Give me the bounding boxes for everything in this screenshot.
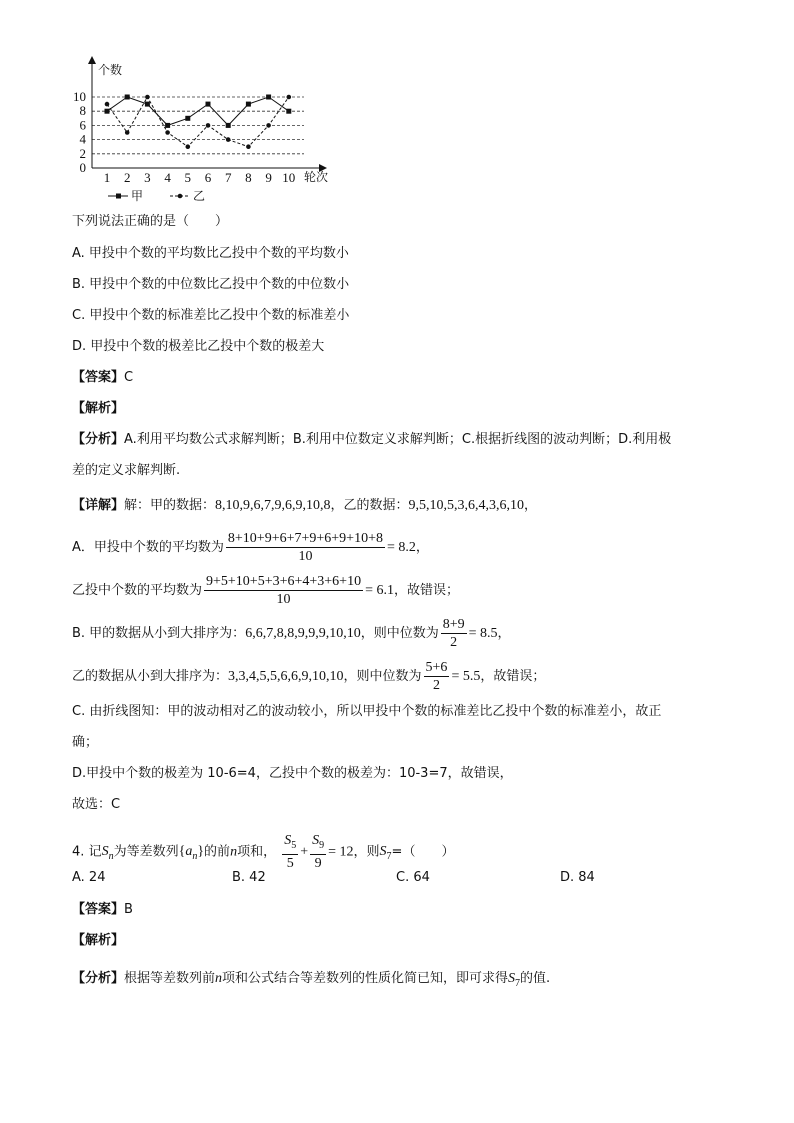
q4-plus: + [300, 844, 309, 860]
legend-label-2: 乙 [193, 189, 206, 203]
chart-axes [88, 56, 327, 172]
series-1-point [165, 123, 170, 128]
x-tick-label: 10 [282, 170, 296, 185]
chart-legend [108, 189, 205, 203]
median-jia-line [72, 616, 511, 651]
mean-jia-line [72, 530, 429, 565]
median-yi-prefix: 乙的数据从小到大排序为： [72, 669, 229, 684]
series-1-point [206, 102, 211, 107]
legend-label-1: 甲 [131, 189, 144, 203]
analysis-tag: 【解析】 [72, 401, 125, 416]
median-yi-result: = 5.5 [451, 669, 481, 684]
fenxi-text-1: A.利用平均数公式求解判断；B.利用中位数定义求解判断；C.根据折线图的波动判断；D.利用极 [124, 432, 672, 447]
series-2-point [165, 130, 170, 135]
mean-yi-suffix: ，故错误； [393, 583, 459, 598]
x-tick-label: 6 [204, 170, 212, 185]
series-1-point [266, 95, 271, 100]
q4-fenxi-line [72, 970, 550, 993]
option-d: D. 甲投中个数的极差比乙投中个数的极差大 [72, 339, 325, 354]
q4-s9-symbol: S [312, 833, 320, 848]
range-line: D.甲投中个数的极差为 10-6=4，乙投中个数的极差为：10-3=7，故错误， [72, 766, 513, 781]
q4-answer-value: B [124, 902, 133, 917]
q4-option-d: D. 84 [560, 870, 595, 885]
q4-s5-symbol: S [284, 833, 292, 848]
q4-fraction-s5 [282, 832, 298, 872]
q4-option-a: A. 24 [72, 870, 106, 885]
q4-s5-den: 5 [286, 855, 294, 871]
y-tick-label: 4 [79, 131, 86, 147]
series-1-point [246, 102, 251, 107]
median-jia-mid: ，则中位数为 [360, 626, 439, 641]
mean-yi-line [72, 573, 459, 608]
y-tick-labels [73, 89, 87, 175]
median-yi-denominator: 2 [432, 678, 440, 693]
series-1-point [185, 116, 190, 121]
q4-s9-den: 9 [314, 855, 322, 871]
answer-tag: 【答案】 [72, 370, 125, 385]
option-c: C. 甲投中个数的标准差比乙投中个数的标准差小 [72, 308, 350, 323]
y-tick-label: 8 [79, 103, 86, 119]
x-tick-label: 4 [164, 170, 171, 185]
series-2-point [206, 123, 211, 128]
series-2-point [226, 137, 231, 142]
series-2-point [186, 144, 191, 149]
q4-s9-sub: 9 [319, 839, 325, 851]
q4-s-symbol: S [101, 844, 109, 860]
series-2-point [145, 95, 150, 100]
q4-s5-sub: 5 [291, 839, 297, 851]
q4-analysis-tag: 【解析】 [72, 933, 125, 948]
mean-yi-result: = 6.1 [365, 583, 394, 598]
q4-text-3: 的前 [204, 844, 231, 860]
x-tick-labels [104, 170, 296, 185]
legend-marker-1 [116, 194, 121, 199]
median-yi-line [72, 659, 545, 694]
series-1-point [145, 102, 150, 107]
median-yi-fraction [424, 659, 450, 694]
y-axis-label: 个数 [98, 63, 123, 77]
median-yi-mid: ，则中位数为 [343, 669, 422, 684]
y-tick-label: 0 [79, 160, 86, 175]
x-axis-label: 轮次 [304, 170, 329, 184]
series-2-point [246, 144, 251, 149]
x-tick-label: 8 [245, 170, 252, 185]
option-a: A. 甲投中个数的平均数比乙投中个数的平均数小 [72, 246, 349, 261]
choose-line: 故选：C [72, 797, 121, 812]
line-chart [64, 56, 364, 206]
mean-jia-fraction [226, 530, 385, 565]
y-tick-label: 10 [73, 89, 86, 104]
mean-jia-prefix: A．甲投中个数的平均数为 [72, 540, 224, 555]
median-jia-suffix: ， [497, 626, 511, 641]
mean-yi-denominator: 10 [276, 592, 291, 607]
detail-text-b: ，乙的数据： [330, 498, 409, 513]
y-tick-label: 6 [79, 117, 86, 133]
q4-s-sub-n: n [108, 851, 114, 863]
q4-text-4: 项和， [237, 844, 277, 860]
series-2-point [125, 130, 130, 135]
q4-fenxi-n: n [215, 971, 223, 986]
q4-fenxi-tag: 【分析】 [72, 971, 125, 986]
series-2-point [266, 123, 271, 128]
x-tick-label: 7 [224, 170, 232, 185]
mean-jia-denominator: 10 [298, 549, 313, 564]
mean-jia-numerator: 8+10+9+6+7+9+6+9+10+8 [227, 531, 383, 546]
q4-n-symbol: n [230, 844, 238, 860]
q4-fenxi-b: 项和公式结合等差数列的性质化简已知，即可求得 [222, 971, 509, 986]
median-jia-fraction [441, 616, 467, 651]
chart-series [105, 95, 292, 150]
fenxi-line-1 [72, 431, 671, 449]
q4-number: 4. [72, 844, 85, 860]
series-2-point [105, 102, 110, 107]
q4-text-1: 记 [88, 844, 102, 860]
series-1-point [125, 95, 130, 100]
q4-fenxi-sub7: 7 [515, 977, 521, 989]
median-jia-numerator: 8+9 [442, 617, 465, 632]
std-line-2: 确； [72, 735, 99, 750]
q4-a-sub-n: n [192, 851, 198, 863]
detail-tag: 【详解】 [72, 498, 125, 513]
median-yi-numerator: 5+6 [425, 660, 448, 675]
series-1-point [286, 109, 291, 114]
std-line-1: C. 由折线图知：甲的波动相对乙的波动较小，所以甲投中个数的标准差比乙投中个数的标准差小，故正 [72, 704, 662, 719]
q4-text-6: =（ ） [391, 844, 455, 860]
q4-s7-sub: 7 [386, 851, 392, 863]
answer-value: C [124, 370, 134, 385]
q4-fenxi-a: 根据等差数列前 [124, 971, 216, 986]
mean-jia-result: = 8.2 [386, 540, 416, 555]
mean-yi-fraction [204, 573, 363, 608]
q4-fenxi-c: 的值. [520, 971, 551, 986]
q4-left-brace: { [178, 844, 186, 860]
q4-answer-line [72, 901, 133, 919]
x-tick-label: 1 [103, 170, 111, 185]
q4-text-2: 为等差数列 [113, 844, 179, 860]
chart-grid [92, 97, 304, 154]
detail-line [72, 497, 537, 515]
legend-marker-2 [178, 194, 183, 199]
x-tick-label: 2 [123, 170, 131, 185]
q4-option-b: B. 42 [232, 870, 266, 885]
series-1-point [226, 123, 231, 128]
mean-yi-numerator: 9+5+10+5+3+6+4+3+6+10 [206, 574, 362, 589]
median-yi-suffix: ，故错误； [480, 669, 546, 684]
median-jia-prefix: B. 甲的数据从小到大排序为： [72, 626, 246, 641]
q4-fenxi-s: S [508, 971, 516, 986]
q4-text-5: ，则 [353, 844, 380, 860]
fenxi-line-2: 差的定义求解判断. [72, 463, 181, 478]
mean-jia-suffix: ， [415, 540, 429, 555]
q4-s7-symbol: S [379, 844, 387, 860]
question-stem: 下列说法正确的是（ ） [72, 214, 229, 229]
q4-right-brace: } [197, 844, 205, 860]
x-tick-label: 3 [144, 170, 151, 185]
q4-fraction-s9 [310, 832, 326, 872]
jia-data: 8,10,9,6,7,9,6,9,10,8 [215, 498, 331, 513]
q4-a-symbol: a [185, 844, 193, 860]
x-tick-label: 5 [184, 170, 192, 185]
q4-answer-tag: 【答案】 [72, 902, 125, 917]
option-b: B. 甲投中个数的中位数比乙投中个数的中位数小 [72, 277, 350, 292]
series-2-point [287, 95, 292, 100]
detail-text-a: 解：甲的数据： [124, 498, 216, 513]
median-jia-data: 6,6,7,8,8,9,9,9,10,10 [245, 626, 361, 641]
y-tick-label: 2 [79, 145, 86, 161]
median-yi-data: 3,3,4,5,5,6,6,9,10,10 [228, 669, 344, 684]
q4-equals: = 12 [328, 844, 354, 860]
q4-option-c: C. 64 [396, 870, 430, 885]
detail-text-c: ， [524, 498, 538, 513]
yi-data: 9,5,10,5,3,6,4,3,6,10 [408, 498, 525, 513]
mean-yi-prefix: 乙投中个数的平均数为 [72, 583, 203, 598]
median-jia-denominator: 2 [450, 635, 458, 650]
answer-line [72, 369, 133, 387]
series-1-point [105, 109, 110, 114]
question4-stem [72, 832, 454, 872]
x-tick-label: 9 [265, 170, 272, 185]
median-jia-result: = 8.5 [468, 626, 498, 641]
fenxi-tag: 【分析】 [72, 432, 125, 447]
